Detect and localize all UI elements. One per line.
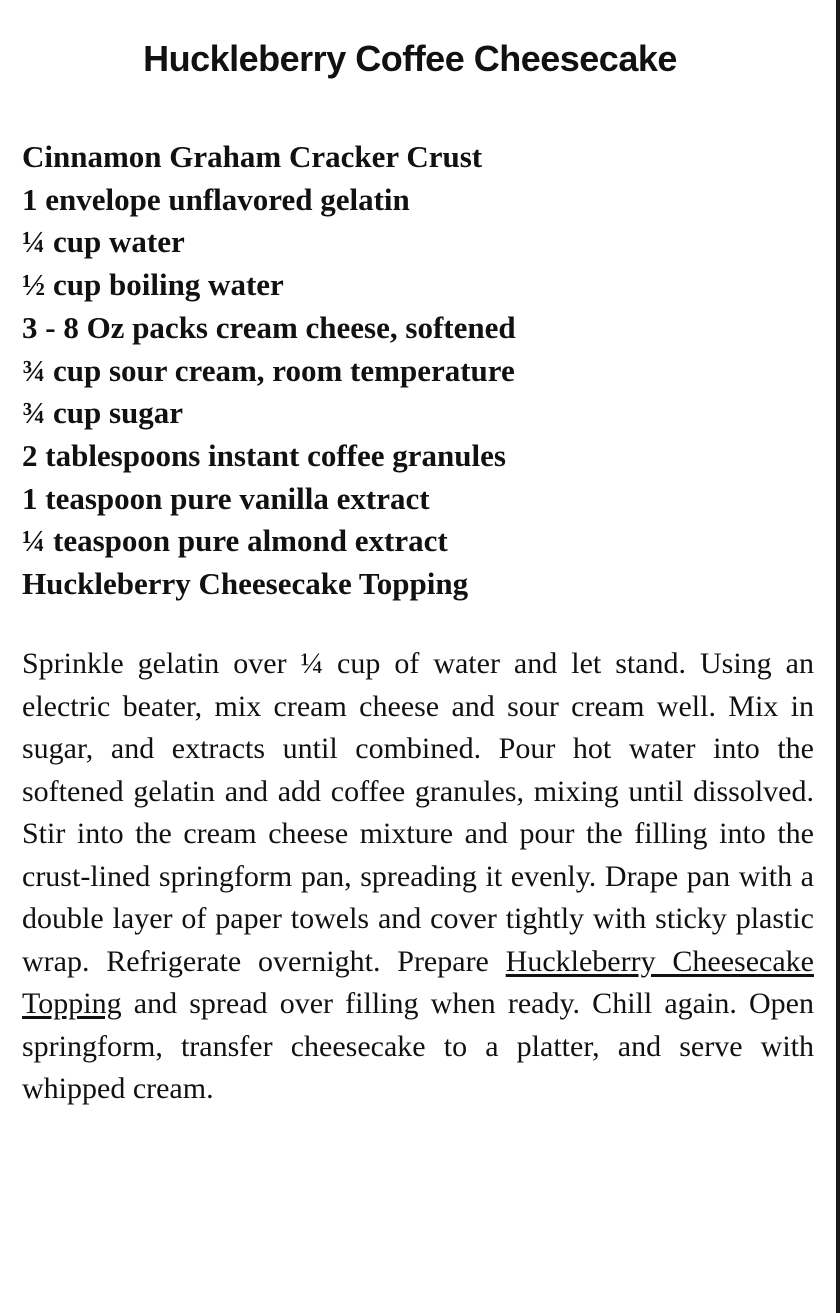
ingredient-item: 3 - 8 Oz packs cream cheese, softened [22, 309, 516, 345]
ingredient-item: ½ cup boiling water [22, 267, 284, 303]
recipe-title: Huckleberry Coffee Cheesecake [143, 38, 677, 79]
ingredient-item: ¼ teaspoon pure almond extract [22, 523, 448, 559]
directions-text-start: Sprinkle gelatin over ¼ cup of water and let stand. Using an electric beater, mix cream cheese and sour cream well. Mix in sugar, and extracts until combined. Pour hot water into the softened gelatin and add coffee granules, mixing until dissolved. Stir into the cream cheese mixture and pour the filling into the crust-lined springform pan, spreading it evenly. Drape pan with a double layer of paper towels and cover tightly with sticky plastic wrap. Refrigerate overnight. Prepare [22, 647, 814, 978]
ingredient-item: ¾ cup sugar [22, 395, 184, 431]
ingredient-item: 1 envelope unflavored gelatin [22, 181, 410, 217]
ingredient-item: 2 tablespoons instant coffee granules [22, 437, 506, 473]
ingredient-item: 1 teaspoon pure vanilla extract [22, 480, 430, 516]
ingredient-item: ¾ cup sour cream, room temperature [22, 352, 515, 388]
topping-reference: Huckleberry Cheesecake Topping [22, 944, 814, 1020]
ingredient-item: Huckleberry Cheesecake Topping [22, 566, 469, 602]
ingredient-item: Cinnamon Graham Cracker Crust [22, 139, 483, 174]
directions-paragraph [22, 643, 814, 1111]
ingredients-list [22, 136, 812, 606]
directions-text-end: and spread over filling when ready. Chill again. Open springform, transfer cheesecake to a platter, and serve with whipped cream. [22, 987, 814, 1105]
ingredient-item: ¼ cup water [22, 224, 185, 260]
